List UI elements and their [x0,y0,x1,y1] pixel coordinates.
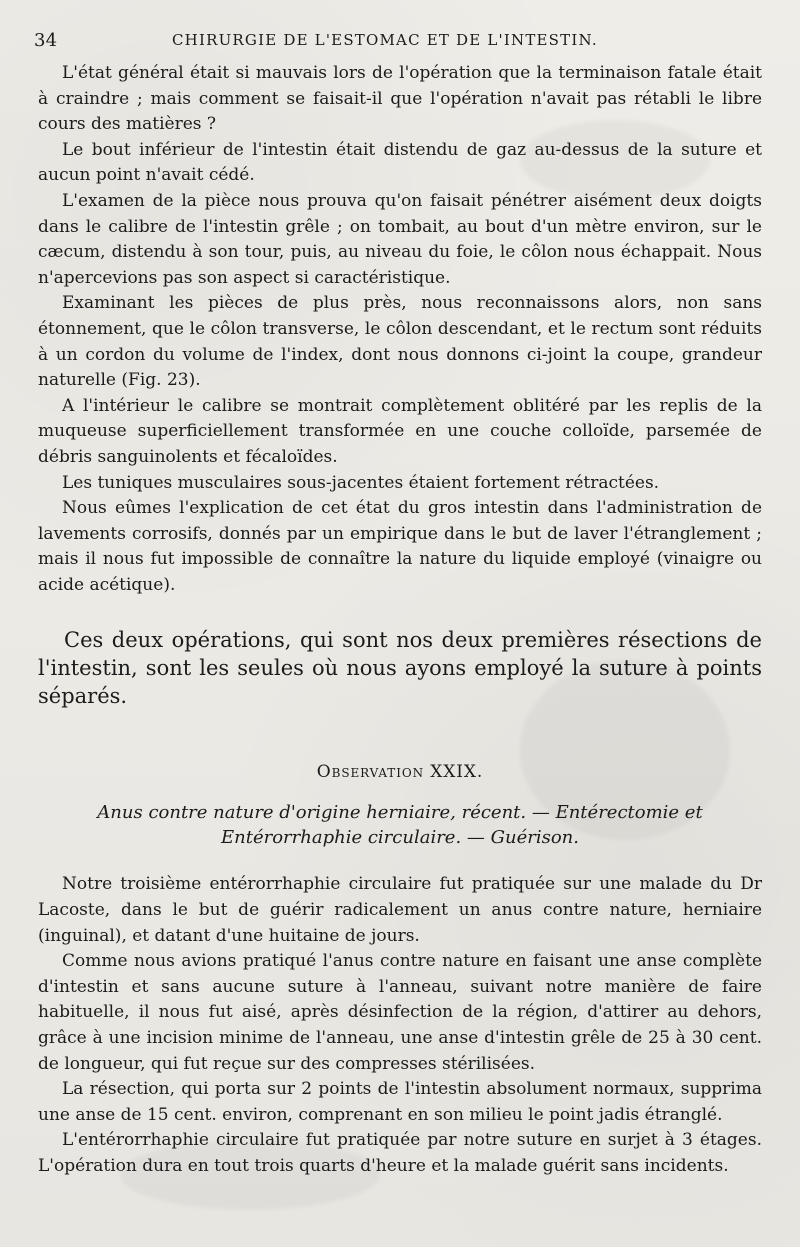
paragraph: L'examen de la pièce nous prouva qu'on faisait pénétrer aisément deux doigts dans le calibre de l'intestin grêle ; on tombait, au bout d'un mètre environ, sur le cæcum, distendu à son tour, puis, au niveau du foie, le côlon nous échappait. Nous n'apercevions pas son aspect si caractéristique. [38,190,762,288]
paragraph: Le bout inférieur de l'intestin était distendu de gaz au-dessus de la suture et aucun point n'avait cédé. [38,139,762,186]
paragraph: Les tuniques musculaires sous-jacentes étaient fortement rétractées. [62,472,660,493]
observation-paragraph: Comme nous avions pratiqué l'anus contre nature en faisant une anse complète d'intestin et sans aucune suture à l'anneau, suivant notre manière de faire habituelle, il nous fut aisé, après désinfection de la région, d'attirer au dehors, grâce à une incision minime de l'anneau, une anse d'intestin grêle de 25 à 30 cent. de longueur, qui fut reçue sur des compresses stérilisées. [38,951,762,1074]
running-title: CHIRURGIE DE L'ESTOMAC ET DE L'INTESTIN. [172,31,598,49]
observation-subtitle-line: Anus contre nature d'origine herniaire, récent. — Entérectomie et [97,802,703,824]
paragraph: Nous eûmes l'explication de cet état du gros intestin dans l'administration de lavements corrosifs, donnés par un empirique dans le but de laver l'étranglement ; mais il nous fut impossible de connaître la nature du liquide employé (vinaigre ou acide acétique). [38,498,762,595]
observation-paragraph: La résection, qui porta sur 2 points de l'intestin absolument normaux, supprima une anse de 15 cent. environ, comprenant en son milieu le point jadis étranglé. [38,1079,762,1125]
observation-title: Observation XXIX. [316,762,484,783]
page-number: 34 [34,30,58,51]
summary-paragraph: Ces deux opérations, qui sont nos deux premières résections de l'intestin, sont les seules où nous ayons employé la suture à points séparés. [38,628,762,709]
page-content [38,61,762,1180]
paragraph: Examinant les pièces de plus près, nous reconnaissons alors, non sans étonnement, que le côlon transverse, le côlon descendant, et le rectum sont réduits à un cordon du volume de l'index, dont nous donnons ci-joint la coupe, grandeur naturelle (Fig. 23). [38,293,762,391]
paragraph: A l'intérieur le calibre se montrait complètement oblitéré par les replis de la muqueuse superficiellement transformée en une couche colloïde, parsemée de débris sanguinolents et fécaloïdes. [38,395,762,467]
page-header [34,30,766,56]
observation-paragraph: L'entérorrhaphie circulaire fut pratiquée par notre suture en surjet à 3 étages. L'opération dura en tout trois quarts d'heure et la malade guérit sans incidents. [38,1130,762,1176]
observation-subtitle [38,800,762,850]
observation-subtitle-line: Entérorrhaphie circulaire. — Guérison. [221,827,579,849]
observation-paragraph: Notre troisième entérorrhaphie circulaire fut pratiquée sur une malade du Dr Lacoste, dans le but de guérir radicalement un anus contre nature, herniaire (inguinal), et datant d'une huitaine de jours. [38,874,762,946]
paragraph: L'état général était si mauvais lors de l'opération que la terminaison fatale était à craindre ; mais comment se faisait-il que l'opération n'avait pas rétabli le libre cours des matières ? [38,63,762,135]
